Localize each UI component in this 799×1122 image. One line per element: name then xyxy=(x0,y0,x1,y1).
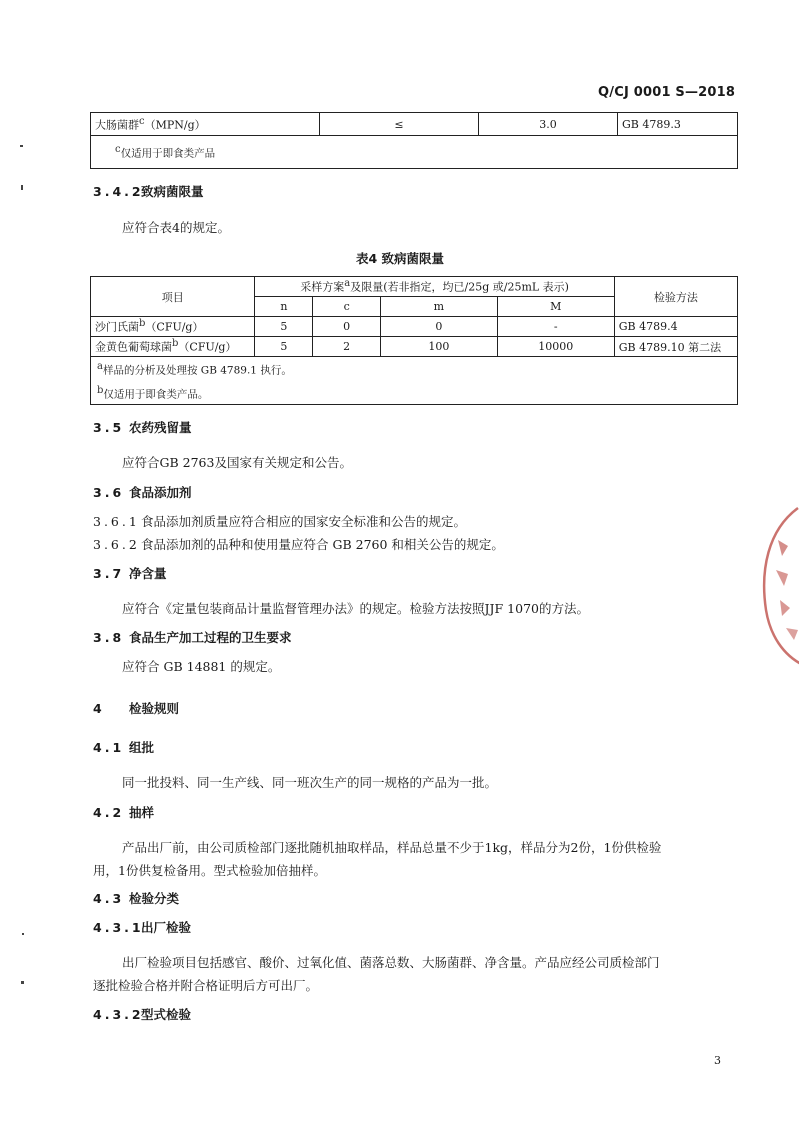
section-text-4-2-line2: 用，1份供复检备用。型式检验加倍抽样。 xyxy=(93,863,326,878)
scan-speck xyxy=(20,145,23,147)
section-heading-3-4-2: 3.4.2致病菌限量 xyxy=(93,184,204,199)
table-cell-n: 5 xyxy=(255,337,313,357)
page-number: 3 xyxy=(714,1054,721,1067)
table-row xyxy=(91,113,738,136)
section-text-4-2-line1: 产品出厂前，由公司质检部门逐批随机抽取样品，样品总量不少于1kg，样品分为2份，1份供检验 xyxy=(122,840,662,855)
scan-speck xyxy=(21,185,23,190)
table-cell-n: 5 xyxy=(255,317,313,337)
section-heading-4-2: 4.2 抽样 xyxy=(93,805,155,820)
table-cell-method: GB 4789.10 第二法 xyxy=(614,337,737,357)
section-heading-4-1: 4.1 组批 xyxy=(93,740,155,755)
table-header-method: 检验方法 xyxy=(614,277,737,317)
table-cell-method: GB 4789.4 xyxy=(614,317,737,337)
table-header-row xyxy=(91,277,738,297)
table-note-row xyxy=(91,136,738,169)
table-header-item: 项目 xyxy=(91,277,255,317)
table-cell-item: 沙门氏菌$^b$（CFU/g） xyxy=(91,317,255,337)
section-heading-3-5: 3.5 农药残留量 xyxy=(93,420,192,435)
table-cell-m: 0 xyxy=(380,317,497,337)
table-cell-value: 3.0 xyxy=(479,113,618,136)
table-note: $^a$样品的分析及处理按 GB 4789.1 执行。 xyxy=(97,361,292,377)
section-heading-3-6: 3.6 食品添加剂 xyxy=(93,485,192,500)
table-cell-method: GB 4789.3 xyxy=(618,113,738,136)
table-cell-M: - xyxy=(497,317,614,337)
section-text-4-3-1-line1: 出厂检验项目包括感官、酸价、过氧化值、菌落总数、大肠菌群、净含量。产品应经公司质检部门 xyxy=(122,955,660,970)
table-row xyxy=(91,337,738,357)
table-subheader-m: m xyxy=(380,297,497,317)
table-cell-op: ≤ xyxy=(320,113,479,136)
section-heading-4: 4 检验规则 xyxy=(93,701,180,716)
section-3-6-1: 3.6.1食品添加剂质量应符合相应的国家安全标准和公告的规定。 xyxy=(93,514,467,529)
table-notes xyxy=(91,357,738,405)
section-text-3-4-2: 应符合表4的规定。 xyxy=(122,220,230,235)
seal-stamp-fragment xyxy=(758,500,799,670)
table-subheader-c: c xyxy=(313,297,381,317)
section-heading-3-7: 3.7 净含量 xyxy=(93,566,167,581)
table-note: $^b$仅适用于即食类产品。 xyxy=(97,384,209,400)
table-subheader-n: n xyxy=(255,297,313,317)
table-row xyxy=(91,317,738,337)
section-text-4-1: 同一批投料、同一生产线、同一班次生产的同一规格的产品为一批。 xyxy=(122,775,498,790)
section-3-6-2: 3.6.2食品添加剂的品种和使用量应符合 GB 2760 和相关公告的规定。 xyxy=(93,537,504,552)
table-cell-M: 10000 xyxy=(497,337,614,357)
table4 xyxy=(90,276,738,405)
section-heading-4-3-1: 4.3.1出厂检验 xyxy=(93,920,192,935)
document-code: Q/CJ 0001 S—2018 xyxy=(598,85,736,100)
table-cell-c: 2 xyxy=(313,337,381,357)
scan-speck xyxy=(22,933,24,935)
table-note: $^c$仅适用于即食类产品 xyxy=(91,136,738,169)
table4-caption: 表4 致病菌限量 xyxy=(356,251,445,266)
section-heading-4-3-2: 4.3.2型式检验 xyxy=(93,1007,192,1022)
scan-speck xyxy=(21,981,24,984)
section-text-4-3-1-line2: 逐批检验合格并附合格证明后方可出厂。 xyxy=(93,978,319,993)
section-heading-3-8: 3.8 食品生产加工过程的卫生要求 xyxy=(93,630,292,645)
section-text-3-5: 应符合GB 2763及国家有关规定和公告。 xyxy=(122,455,352,470)
section-text-3-8: 应符合 GB 14881 的规定。 xyxy=(122,659,281,674)
table-cell-c: 0 xyxy=(313,317,381,337)
table-cell-item: 金黄色葡萄球菌$^b$（CFU/g） xyxy=(91,337,255,357)
table-cell-item: 大肠菌群$^c$（MPN/g） xyxy=(91,113,320,136)
table-cell-m: 100 xyxy=(380,337,497,357)
section-heading-4-3: 4.3 检验分类 xyxy=(93,891,180,906)
table3-tail xyxy=(90,112,738,169)
section-text-3-7: 应符合《定量包装商品计量监督管理办法》的规定。检验方法按照JJF 1070的方法。 xyxy=(122,601,589,616)
table-header-group: 采样方案$^a$及限量(若非指定，均已/25g 或/25mL 表示) xyxy=(255,277,614,297)
table-note-row xyxy=(91,357,738,405)
table-subheader-M: M xyxy=(497,297,614,317)
